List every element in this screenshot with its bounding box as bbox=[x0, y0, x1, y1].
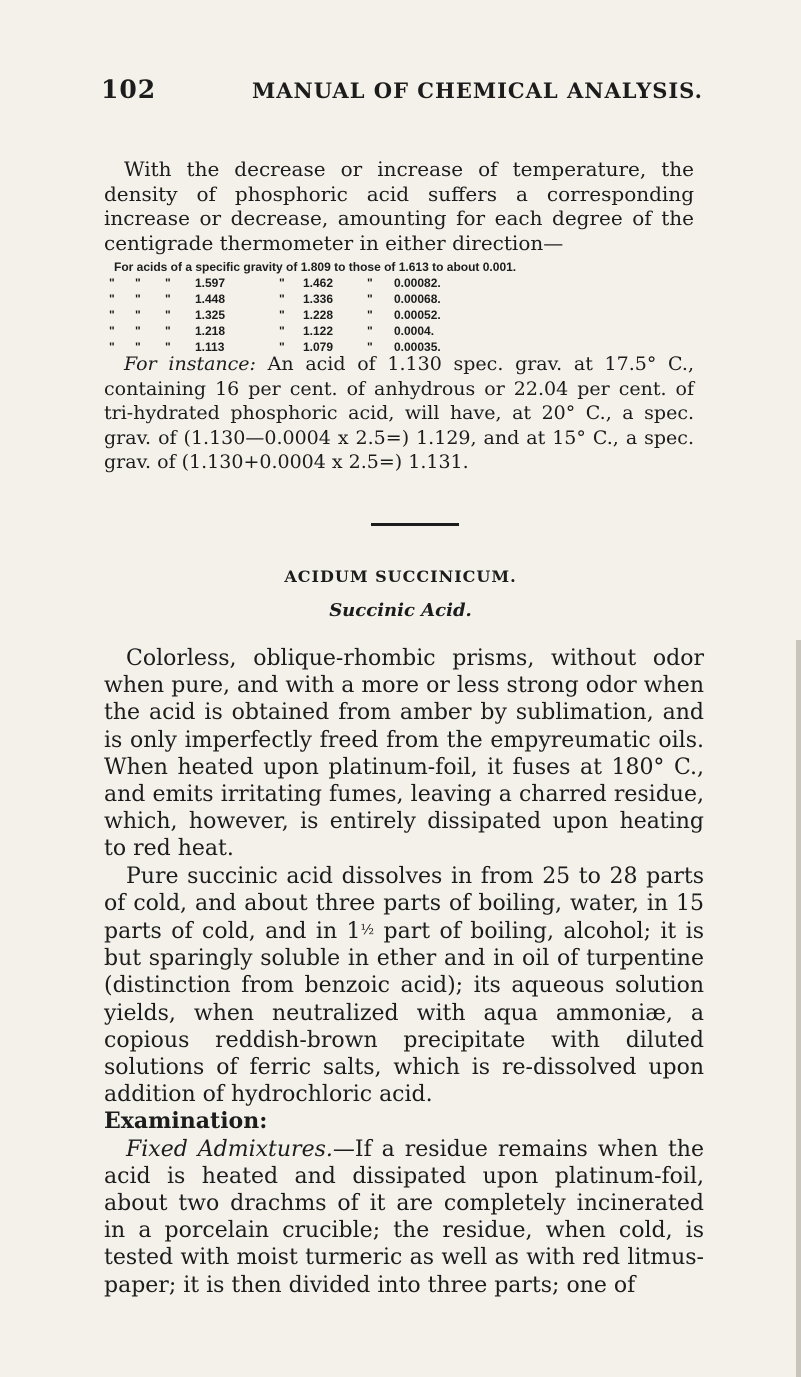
table-lead: For acids of a specific gravity of 1.809 to those of 1.613 to about 0.001. bbox=[114, 260, 517, 274]
table-cell: " bbox=[279, 340, 285, 354]
page-edge-shadow bbox=[796, 640, 801, 1377]
table-cell: 0.00068. bbox=[394, 292, 441, 306]
fixed-admixtures-paragraph bbox=[104, 1136, 704, 1299]
table-cell: 1.228 bbox=[303, 308, 334, 322]
table-cell: 1.079 bbox=[303, 340, 334, 354]
table-cell: 1.218 bbox=[195, 324, 226, 338]
table-cell: " bbox=[367, 292, 373, 306]
table-cell: " bbox=[135, 292, 141, 306]
section-divider bbox=[371, 523, 459, 526]
table-cell: " bbox=[165, 308, 171, 322]
example-label: For instance: bbox=[124, 353, 256, 375]
table-cell: 1.113 bbox=[195, 340, 225, 354]
page-header bbox=[0, 75, 801, 115]
example-text: An acid of 1.130 spec. grav. at 17.5° C., containing 16 per cent. of anhydrous or 22.04 per cent. of tri-hydrated phosphoric acid, will have, at 20° C., a spec. grav. of (1.130—0.0004 x 2.5=) 1.129, and at 15° C., a spec. grav. of (1.130+0.0004 x 2.5=) 1.131. bbox=[104, 353, 694, 473]
intro-paragraph bbox=[104, 157, 694, 255]
example-paragraph bbox=[104, 352, 694, 475]
table-cell: " bbox=[135, 340, 141, 354]
table-cell: 0.0004. bbox=[394, 324, 435, 338]
table-cell: " bbox=[109, 292, 115, 306]
table-cell: " bbox=[109, 324, 115, 338]
table-cell: " bbox=[109, 340, 115, 354]
description-paragraph: Colorless, oblique-rhombic prisms, without odor when pure, and with a more or less strong odor when the acid is obtained from amber by sublimation, and is only imperfectly freed from the empyreumatic oils. When heated upon platinum-foil, it fuses at 180° C., and emits irritating fumes, leaving a charred residue, which, however, is entirely dissipated upon heating to red heat. bbox=[104, 646, 704, 862]
fixed-admixtures-text: —If a residue remains when the acid is heated and dissipated upon platinum-foil, about two drachms of it are completely incinerated in a porcelain crucible; the residue, when cold, is tested with moist turmeric as well as with red litmus-paper; it is then divided into three parts; one of bbox=[104, 1136, 704, 1298]
running-title: MANUAL OF CHEMICAL ANALYSIS. bbox=[252, 78, 703, 103]
table-cell: 1.597 bbox=[195, 276, 226, 290]
table-cell: " bbox=[135, 324, 141, 338]
table-cell: 1.336 bbox=[303, 292, 334, 306]
table-cell: " bbox=[279, 308, 285, 322]
section-subtitle: Succinic Acid. bbox=[329, 600, 472, 621]
table-cell: 1.462 bbox=[303, 276, 334, 290]
table-cell: " bbox=[279, 324, 285, 338]
table-cell: " bbox=[135, 276, 141, 290]
table-cell: " bbox=[367, 324, 373, 338]
table-cell: " bbox=[109, 276, 115, 290]
table-cell: " bbox=[165, 276, 171, 290]
section-title: ACIDUM SUCCINICUM. bbox=[284, 567, 517, 586]
table-cell: " bbox=[279, 292, 285, 306]
table-cell: " bbox=[367, 340, 373, 354]
table-cell: 1.122 bbox=[303, 324, 334, 338]
table-cell: 1.448 bbox=[195, 292, 226, 306]
table-cell: " bbox=[367, 308, 373, 322]
table-cell: " bbox=[367, 276, 373, 290]
solubility-paragraph: Pure succinic acid dissolves in from 25 to 28 parts of cold, and about three parts of boiling, water, in 15 parts of cold, and in 1½ part of boiling, alcohol; it is but sparingly soluble in ether and in oil of turpentine (distinction from benzoic acid); its aqueous solution yields, when neutralized with aqua ammoniæ, a copious reddish-brown precipitate with diluted solutions of ferric salts, which is re-dissolved upon addition of hydrochloric acid. bbox=[104, 863, 704, 1108]
table-cell: " bbox=[165, 340, 171, 354]
table-cell: " bbox=[135, 308, 141, 322]
table-cell: " bbox=[279, 276, 285, 290]
page-number: 102 bbox=[101, 75, 157, 104]
table-cell: 1.325 bbox=[195, 308, 226, 322]
table-cell: 0.00082. bbox=[394, 276, 441, 290]
table-cell: 0.00052. bbox=[394, 308, 441, 322]
table-cell: 0.00035. bbox=[394, 340, 441, 354]
examination-heading: Examination: bbox=[104, 1108, 268, 1135]
section-body bbox=[104, 645, 704, 1299]
table-cell: " bbox=[109, 308, 115, 322]
table-cell: " bbox=[165, 324, 171, 338]
intro-text: With the decrease or increase of temperature, the density of phosphoric acid suffers a corresponding increase or decrease, amounting for each degree of the centigrade thermometer in either direction— bbox=[104, 157, 694, 255]
table-cell: " bbox=[165, 292, 171, 306]
fixed-admixtures-label: Fixed Admixtures. bbox=[126, 1136, 333, 1162]
fraction: ½ bbox=[360, 922, 375, 939]
